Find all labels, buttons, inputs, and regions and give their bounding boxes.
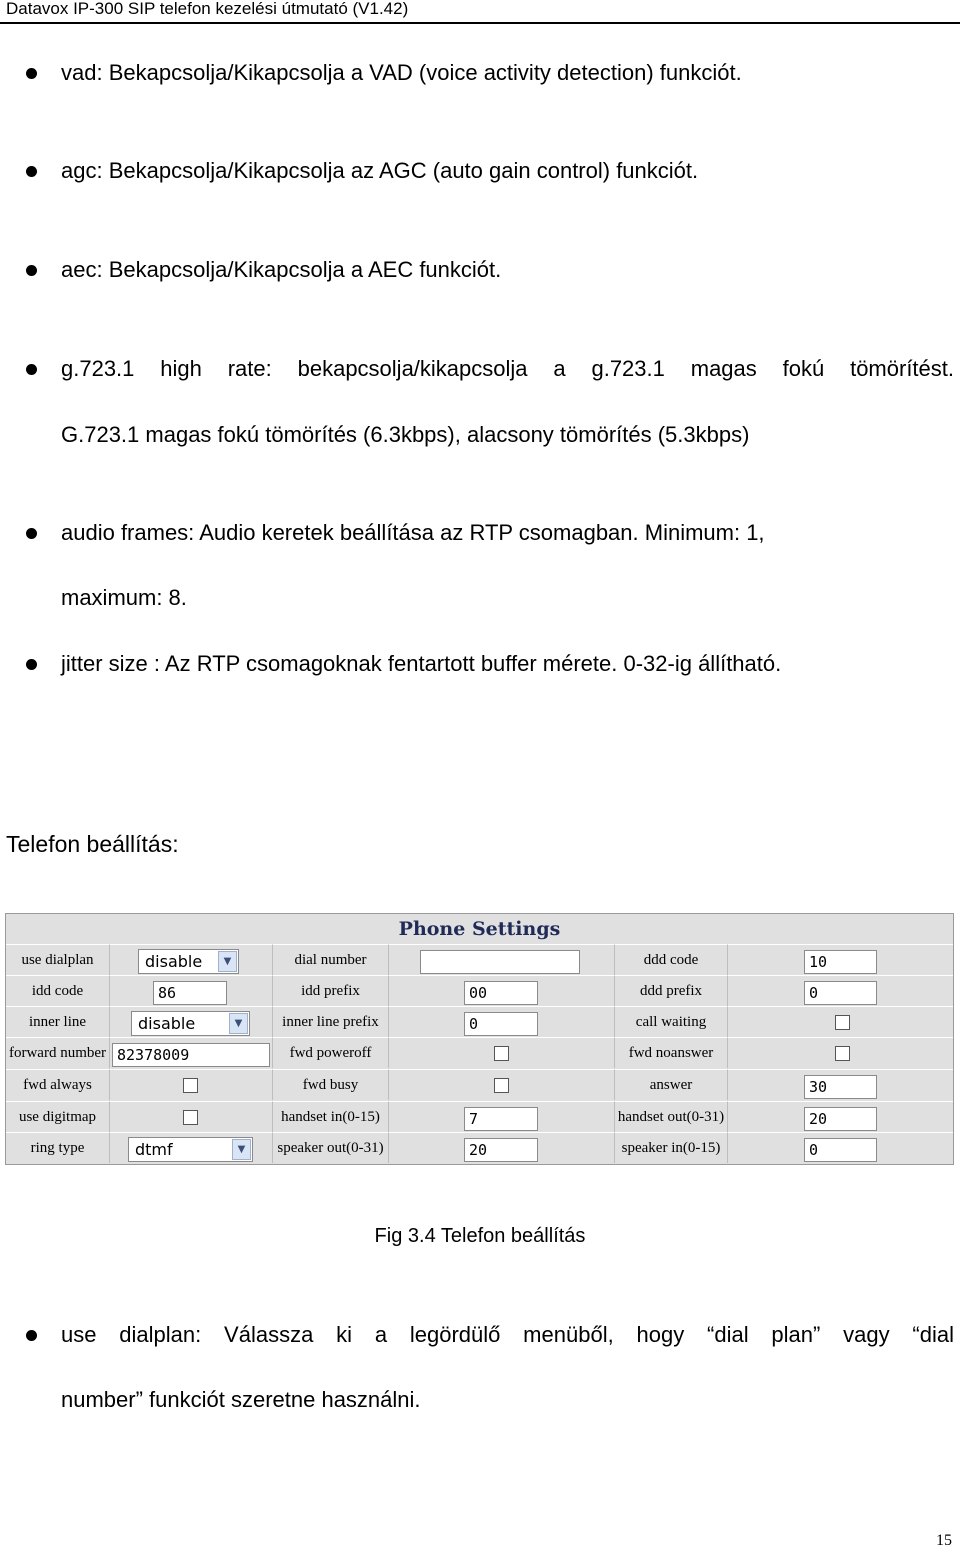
- header-title: Datavox IP-300 SIP telefon kezelési útmutató (V1.42): [6, 0, 409, 18]
- label-ddd-code: ddd code: [615, 944, 728, 975]
- inner-line-prefix-input[interactable]: 0: [464, 1012, 538, 1036]
- chevron-down-icon[interactable]: ▼: [232, 1139, 251, 1160]
- bullet-text: Bekapcsolja/Kikapcsolja a VAD (voice activity detection) funkciót.: [102, 60, 742, 85]
- bullet-term: agc:: [61, 158, 103, 183]
- value-cell: [728, 1037, 953, 1068]
- bullet-text: bekapcsolja/kikapcsolja a g.723.1 magas fokú tömörítést.: [271, 356, 954, 381]
- label-inner-line-prefix: inner line prefix: [273, 1006, 389, 1037]
- select-value: disable: [138, 1014, 196, 1033]
- value-cell: [728, 944, 953, 975]
- idd-prefix-input[interactable]: 00: [464, 981, 538, 1005]
- value-cell: [110, 1037, 273, 1068]
- label-inner-line: inner line: [6, 1006, 110, 1037]
- fwd-busy-checkbox[interactable]: [494, 1078, 509, 1093]
- label-use-dialplan: use dialplan: [6, 944, 110, 975]
- label-handset-out: handset out(0-31): [615, 1101, 728, 1132]
- settings-row: [6, 1006, 953, 1037]
- call-waiting-checkbox[interactable]: [835, 1015, 850, 1030]
- value-cell: [389, 944, 615, 975]
- label-fwd-busy: fwd busy: [273, 1069, 389, 1100]
- forward-number-input[interactable]: 82378009: [112, 1043, 270, 1067]
- idd-code-input[interactable]: 86: [153, 981, 227, 1005]
- bullet-g723: [61, 356, 954, 382]
- bullet-dot: [26, 364, 37, 375]
- bullet-use-dialplan-line2: number” funkciót szeretne használni.: [61, 1387, 421, 1412]
- label-fwd-always: fwd always: [6, 1069, 110, 1100]
- label-ddd-prefix: ddd prefix: [615, 975, 728, 1006]
- settings-row: [6, 975, 953, 1006]
- label-use-digitmap: use digitmap: [6, 1101, 110, 1132]
- handset-in-input[interactable]: 7: [464, 1107, 538, 1131]
- value-cell: [110, 1132, 273, 1163]
- speaker-in-input[interactable]: 0: [804, 1138, 877, 1162]
- fwd-poweroff-checkbox[interactable]: [494, 1046, 509, 1061]
- bullet-jitter: [61, 651, 781, 677]
- bullet-aec: [61, 257, 501, 283]
- document-header: [0, 0, 960, 24]
- bullet-dot: [26, 1330, 37, 1341]
- settings-row: [6, 1101, 953, 1132]
- handset-out-input[interactable]: 20: [804, 1107, 877, 1131]
- bullet-vad: [61, 60, 742, 86]
- bullet-text: : Az RTP csomagoknak fentartott buffer mérete. 0-32-ig állítható.: [147, 651, 782, 676]
- phone-settings-title: Phone Settings: [398, 918, 561, 940]
- value-cell: [728, 975, 953, 1006]
- bullet-dot: [26, 528, 37, 539]
- value-cell: [389, 1037, 615, 1068]
- label-speaker-out: speaker out(0-31): [273, 1132, 389, 1163]
- fwd-always-checkbox[interactable]: [183, 1078, 198, 1093]
- value-cell: [110, 1069, 273, 1100]
- bullet-text: Bekapcsolja/Kikapcsolja az AGC (auto gain control) funkciót.: [102, 158, 699, 183]
- inner-line-select[interactable]: [131, 1011, 250, 1036]
- bullet-text: Válassza ki a legördülő menüből, hogy “dial plan” vagy “dial: [201, 1322, 954, 1347]
- value-cell: [110, 1006, 273, 1037]
- use-digitmap-checkbox[interactable]: [183, 1110, 198, 1125]
- label-fwd-poweroff: fwd poweroff: [273, 1037, 389, 1068]
- bullet-term: g.723.1 high rate:: [61, 356, 272, 381]
- bullet-term: audio frames:: [61, 520, 195, 545]
- bullet-agc: [61, 158, 698, 184]
- label-ring-type: ring type: [6, 1132, 110, 1163]
- bullet-dot: [26, 265, 37, 276]
- value-cell: [110, 1101, 273, 1132]
- select-value: disable: [145, 952, 203, 971]
- value-cell: [389, 1006, 615, 1037]
- bullet-term: aec:: [61, 257, 103, 282]
- bullet-text: Bekapcsolja/Kikapcsolja a AEC funkciót.: [102, 257, 502, 282]
- label-answer: answer: [615, 1069, 728, 1100]
- bullet-audio-line2: maximum: 8.: [61, 585, 187, 610]
- value-cell: [389, 1132, 615, 1163]
- bullet-dot: [26, 166, 37, 177]
- bullet-audio: [61, 520, 765, 546]
- settings-row: [6, 944, 953, 975]
- ddd-prefix-input[interactable]: 0: [804, 981, 877, 1005]
- bullet-text: Audio keretek beállítása az RTP csomagban. Minimum: 1,: [194, 520, 765, 545]
- label-forward-number: forward number: [6, 1037, 110, 1068]
- bullet-term: vad:: [61, 60, 103, 85]
- section-title: Telefon beállítás:: [6, 831, 179, 857]
- chevron-down-icon[interactable]: ▼: [218, 951, 237, 972]
- page-number: 15: [936, 1532, 952, 1549]
- label-call-waiting: call waiting: [615, 1006, 728, 1037]
- chevron-down-icon[interactable]: ▼: [229, 1013, 248, 1034]
- use-dialplan-select[interactable]: [138, 949, 239, 974]
- settings-row: [6, 1037, 953, 1068]
- value-cell: [389, 1069, 615, 1100]
- bullet-term: jitter size: [61, 651, 148, 676]
- figure-caption: Fig 3.4 Telefon beállítás: [374, 1225, 586, 1247]
- value-cell: [728, 1069, 953, 1100]
- fwd-noanswer-checkbox[interactable]: [835, 1046, 850, 1061]
- ring-type-select[interactable]: [128, 1137, 253, 1162]
- value-cell: [728, 1101, 953, 1132]
- label-fwd-noanswer: fwd noanswer: [615, 1037, 728, 1068]
- dial-number-input[interactable]: [420, 950, 580, 974]
- settings-row: [6, 1069, 953, 1100]
- label-speaker-in: speaker in(0-15): [615, 1132, 728, 1163]
- bullet-use-dialplan: [61, 1322, 954, 1348]
- bullet-g723-line2: G.723.1 magas fokú tömörítés (6.3kbps), alacsony tömörítés (5.3kbps): [61, 422, 750, 447]
- value-cell: [110, 944, 273, 975]
- bullet-dot: [26, 659, 37, 670]
- speaker-out-input[interactable]: 20: [464, 1138, 538, 1162]
- answer-input[interactable]: 30: [804, 1075, 877, 1099]
- value-cell: [110, 975, 273, 1006]
- ddd-code-input[interactable]: 10: [804, 950, 877, 974]
- phone-settings-panel: [5, 913, 954, 1165]
- settings-row: [6, 1132, 953, 1163]
- label-dial-number: dial number: [273, 944, 389, 975]
- value-cell: [728, 1006, 953, 1037]
- bullet-term: use dialplan:: [61, 1322, 202, 1347]
- label-handset-in: handset in(0-15): [273, 1101, 389, 1132]
- label-idd-code: idd code: [6, 975, 110, 1006]
- label-idd-prefix: idd prefix: [273, 975, 389, 1006]
- value-cell: [389, 1101, 615, 1132]
- bullet-dot: [26, 68, 37, 79]
- select-value: dtmf: [135, 1140, 173, 1159]
- value-cell: [389, 975, 615, 1006]
- value-cell: [728, 1132, 953, 1163]
